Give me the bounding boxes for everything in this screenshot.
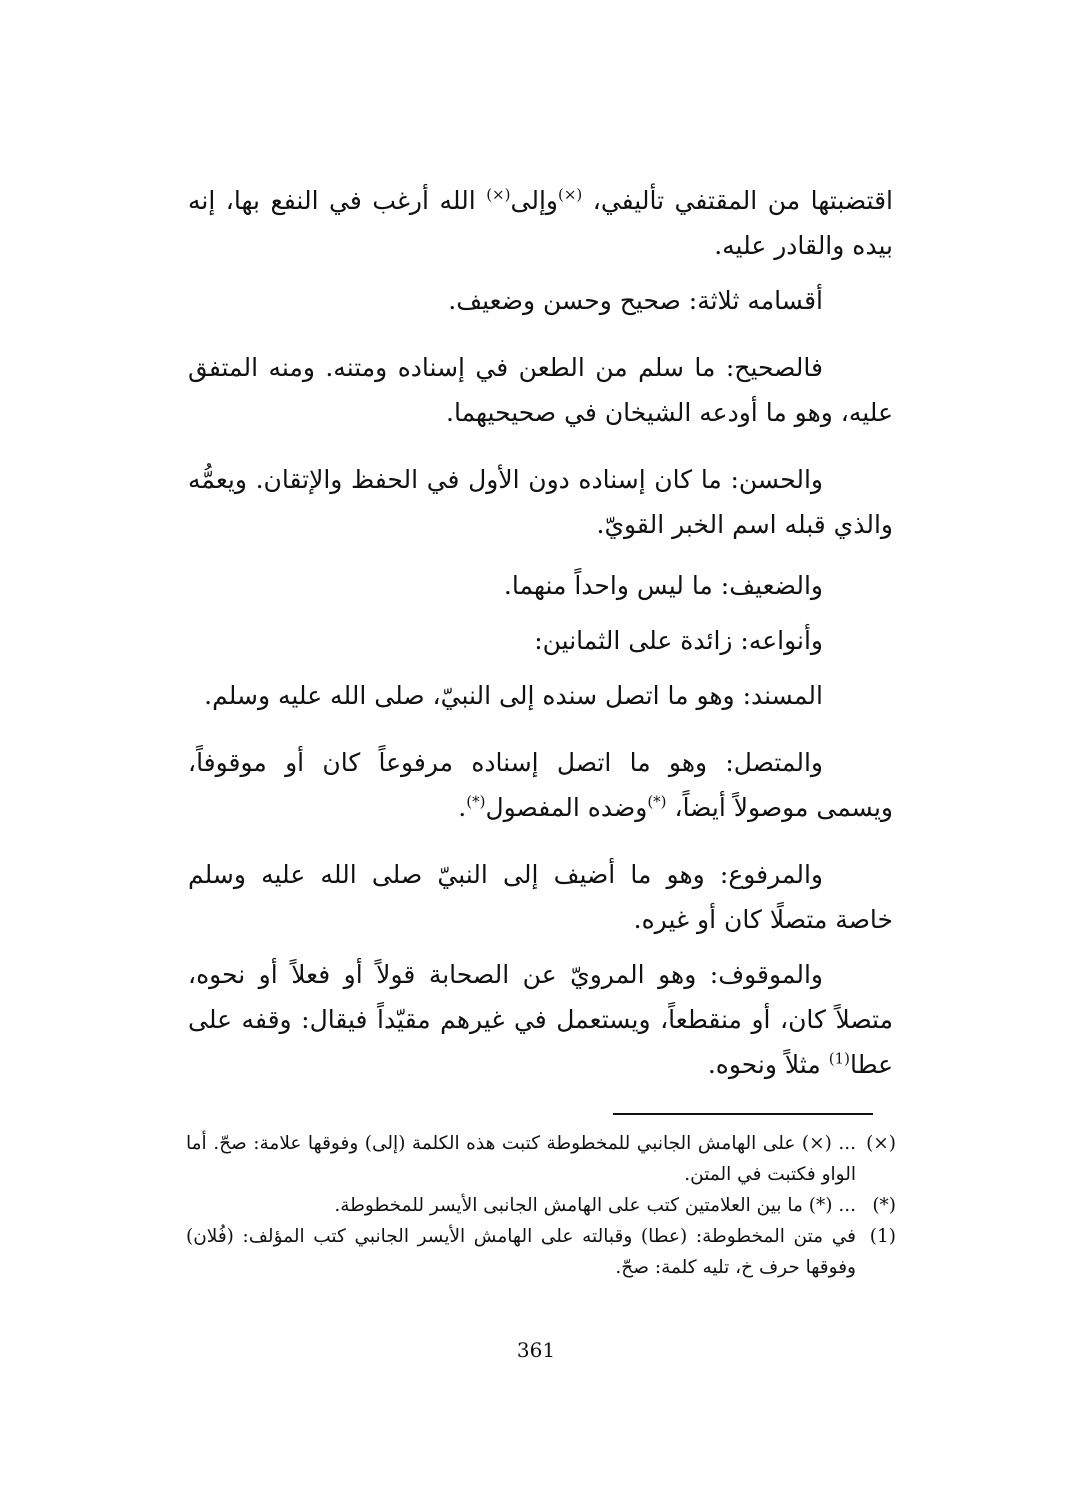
paragraph-hasan [188, 457, 893, 547]
footnote-x [186, 1128, 896, 1190]
footnote-mark: (1) [869, 1226, 896, 1247]
footnote-marker: (*) [466, 792, 486, 811]
text-segment: وأنواعه: زائدة على الثمانين: [534, 626, 823, 655]
paragraph-intro [188, 178, 893, 268]
footnote-marker: (*) [647, 792, 667, 811]
text-segment: . [458, 793, 467, 822]
paragraph-mawquf [188, 952, 893, 1087]
page-number: 361 [516, 1338, 556, 1362]
main-text [188, 178, 893, 1087]
text-segment: وضده المفصول [485, 793, 648, 822]
footnote-text: ... (*) ما بين العلامتين كتب على الهامش الجانبى الأيسر للمخطوطة. [334, 1195, 856, 1216]
text-segment: الله أرغب في النفع بها، إنه بيده والقادر عليه. [188, 186, 893, 260]
text-segment: والحسن: ما كان إسناده دون الأول في الحفظ والإتقان. ويعمُّه والذي قبله اسم الخبر القويّ. [188, 465, 893, 539]
paragraph-divisions [188, 278, 893, 323]
footnote-mark: (×) [866, 1133, 896, 1154]
paragraph-types [188, 618, 893, 663]
footnotes [186, 1128, 896, 1283]
footnote-text: ... (×) على الهامش الجانبي للمخطوطة كتبت هذه الكلمة (إلى) وفوقها علامة: صحّ. أما الواو فكتبت في المتن. [186, 1133, 856, 1185]
footnote-mark: (*) [872, 1195, 896, 1216]
text-segment: والضعيف: ما ليس واحداً منهما. [503, 571, 823, 600]
paragraph-daif [188, 563, 893, 608]
text-segment: فالصحيح: ما سلم من الطعن في إسناده ومتنه. ومنه المتفق عليه، وهو ما أودعه الشيخان في صحيحيهما. [188, 353, 893, 427]
paragraph-muttasil [188, 740, 893, 830]
footnote-text: في متن المخطوطة: (عطا) وقبالته على الهامش الأيسر الجانبي كتب المؤلف: (فُلان) وفوقها حرف خ، تليه كلمة: صحّ. [186, 1226, 856, 1278]
text-segment: أقسامه ثلاثة: صحيح وحسن وضعيف. [448, 286, 823, 315]
footnote-star [186, 1190, 896, 1221]
footnote-1 [186, 1221, 896, 1283]
paragraph-sahih [188, 345, 893, 435]
text-segment: والموقوف: وهو المرويّ عن الصحابة قولاً أو فعلاً أو نحوه، متصلاً كان، أو منقطعاً، ويستعمل في غيرهم مقيّداً فيقال: وقفه على عطا [188, 960, 893, 1079]
footnote-separator [613, 1113, 873, 1115]
text-segment: وإلى [510, 186, 558, 215]
text-segment: والمرفوع: وهو ما أضيف إلى النبيّ صلى الله عليه وسلم خاصة متصلًا كان أو غيره. [188, 860, 893, 934]
footnote-marker: (1) [828, 1049, 850, 1068]
text-segment: اقتضبتها من المقتفي تأليفي، [582, 186, 893, 215]
paragraph-musnad [188, 673, 893, 718]
paragraph-marfu [188, 852, 893, 942]
footnote-marker: (×) [557, 185, 583, 204]
footnote-marker: (×) [486, 185, 511, 204]
text-segment: المسند: وهو ما اتصل سنده إلى النبيّ، صلى الله عليه وسلم. [204, 681, 823, 710]
text-segment: والمتصل: وهو ما اتصل إسناده مرفوعاً كان أو موقوفاً، ويسمى موصولاً أيضاً، [188, 748, 893, 822]
text-segment: مثلاً ونحوه. [707, 1050, 829, 1079]
